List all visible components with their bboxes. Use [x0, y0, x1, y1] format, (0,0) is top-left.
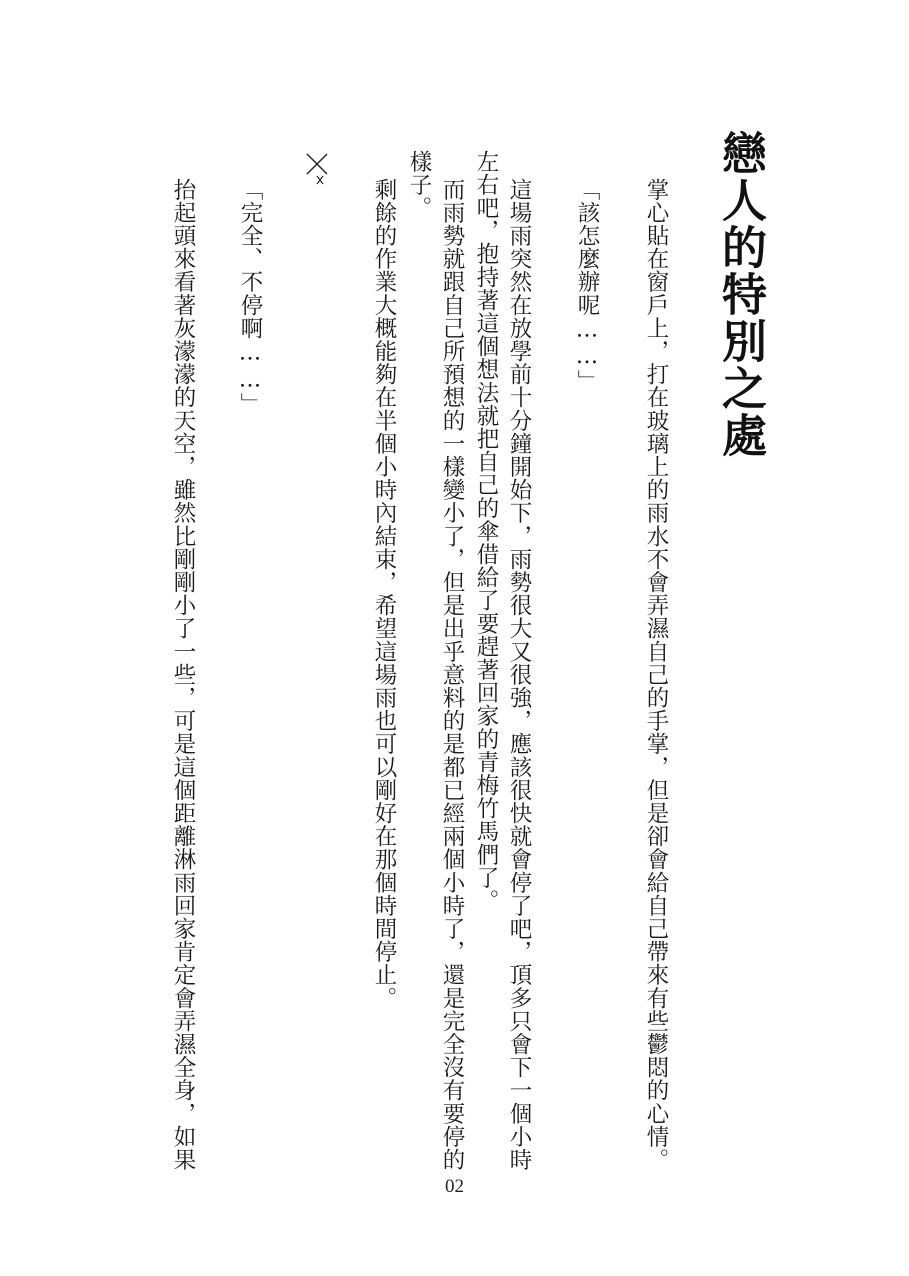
- paragraph-3-line-1: 而雨勢就跟自己所預想的一樣變小了，但是出乎意料的是都已經兩個小時了，還是完全沒有要停的: [439, 178, 465, 1172]
- dialogue-2: 「完全、不停啊……」: [237, 178, 263, 416]
- page-number: 02: [445, 1176, 464, 1197]
- chapter-title: 戀人的特別之處: [714, 130, 767, 459]
- paragraph-2-line-1: 這場雨突然在放學前十分鐘開始下，雨勢很大又很強，應該很快就會停了吧，頂多只會下一個小時: [506, 178, 532, 1172]
- paragraph-1: 掌心貼在窗戶上，打在玻璃上的雨水不會弄濕自己的手掌，但是卻會給自己帶來有些鬱悶的心情。: [643, 178, 669, 1172]
- paragraph-4: 剩餘的作業大概能夠在半個小時內結束，希望這場雨也可以剛好在那個時間停止。: [371, 178, 397, 1010]
- section-break-cross-icon: [305, 152, 329, 186]
- paragraph-5: 抬起頭來看著灰濛濛的天空，雖然比剛剛小了一些，可是這個距離淋雨回家肯定會弄濕全身，如果: [170, 178, 196, 1172]
- paragraph-2-line-2: 左右吧，抱持著這個想法就把自己的傘借給了要趕著回家的青梅竹馬們了。: [473, 150, 499, 913]
- dialogue-1: 「該怎麼辦呢……」: [574, 178, 600, 393]
- paragraph-3-line-2: 樣子。: [406, 150, 432, 220]
